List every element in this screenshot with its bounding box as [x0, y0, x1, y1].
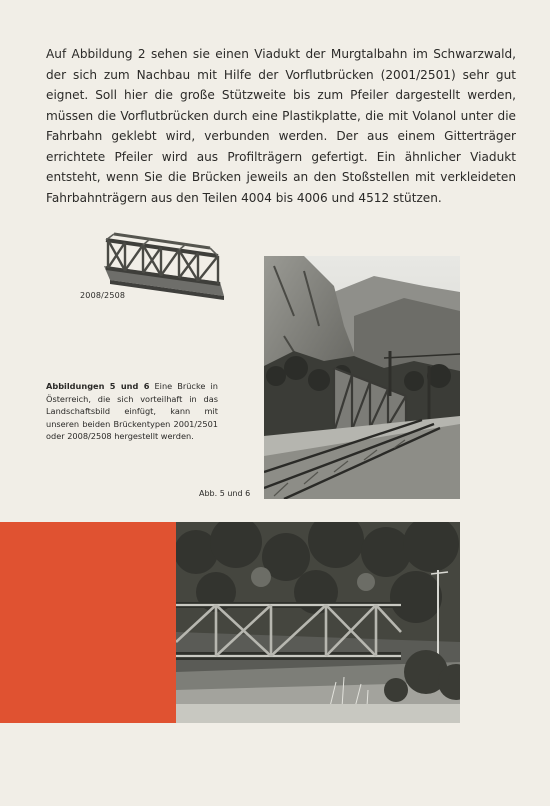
photo-caption [46, 380, 218, 443]
caption-text: Eine Brücke in Österreich, die sich vorteilhaft in das Landschaftsbild einfügt, kann mit unseren beiden Brückentypen 2001/2501 oder 2008/2508 hergestellt werden. [46, 381, 218, 442]
model-number-label: 2008/2508 [80, 291, 126, 300]
orange-accent-block [0, 522, 176, 723]
photo-austrian-bridge-track [264, 256, 460, 499]
figure-label: Abb. 5 und 6 [199, 489, 251, 498]
caption-title: Abbildungen 5 und 6 [46, 381, 150, 391]
intro-paragraph: Auf Abbildung 2 sehen sie einen Viadukt der Murgtalbahn im Schwarzwald, der sich zum Nachbau mit Hilfe der Vorflutbrücken (2001/2501) sehr gut eignet. Soll hier die große Stützweite bis zum Pfeiler dargestellt werden, müssen die Vorflutbrücken durch eine Plastikplatte, die mit Volanol unter die Fahrbahn geklebt wird, verbunden werden. Der aus einem Gitterträger errichtete Pfeiler wird aus Profilträgern gefertigt. Ein ähnlicher Viadukt entsteht, wenn Sie die Brücken jeweils an den Stoßstellen mit verkleideten Fahrbahnträgern aus den Teilen 4004 bis 4006 und 4512 stützen. [46, 47, 516, 205]
photo-bridge-forest [176, 522, 460, 723]
